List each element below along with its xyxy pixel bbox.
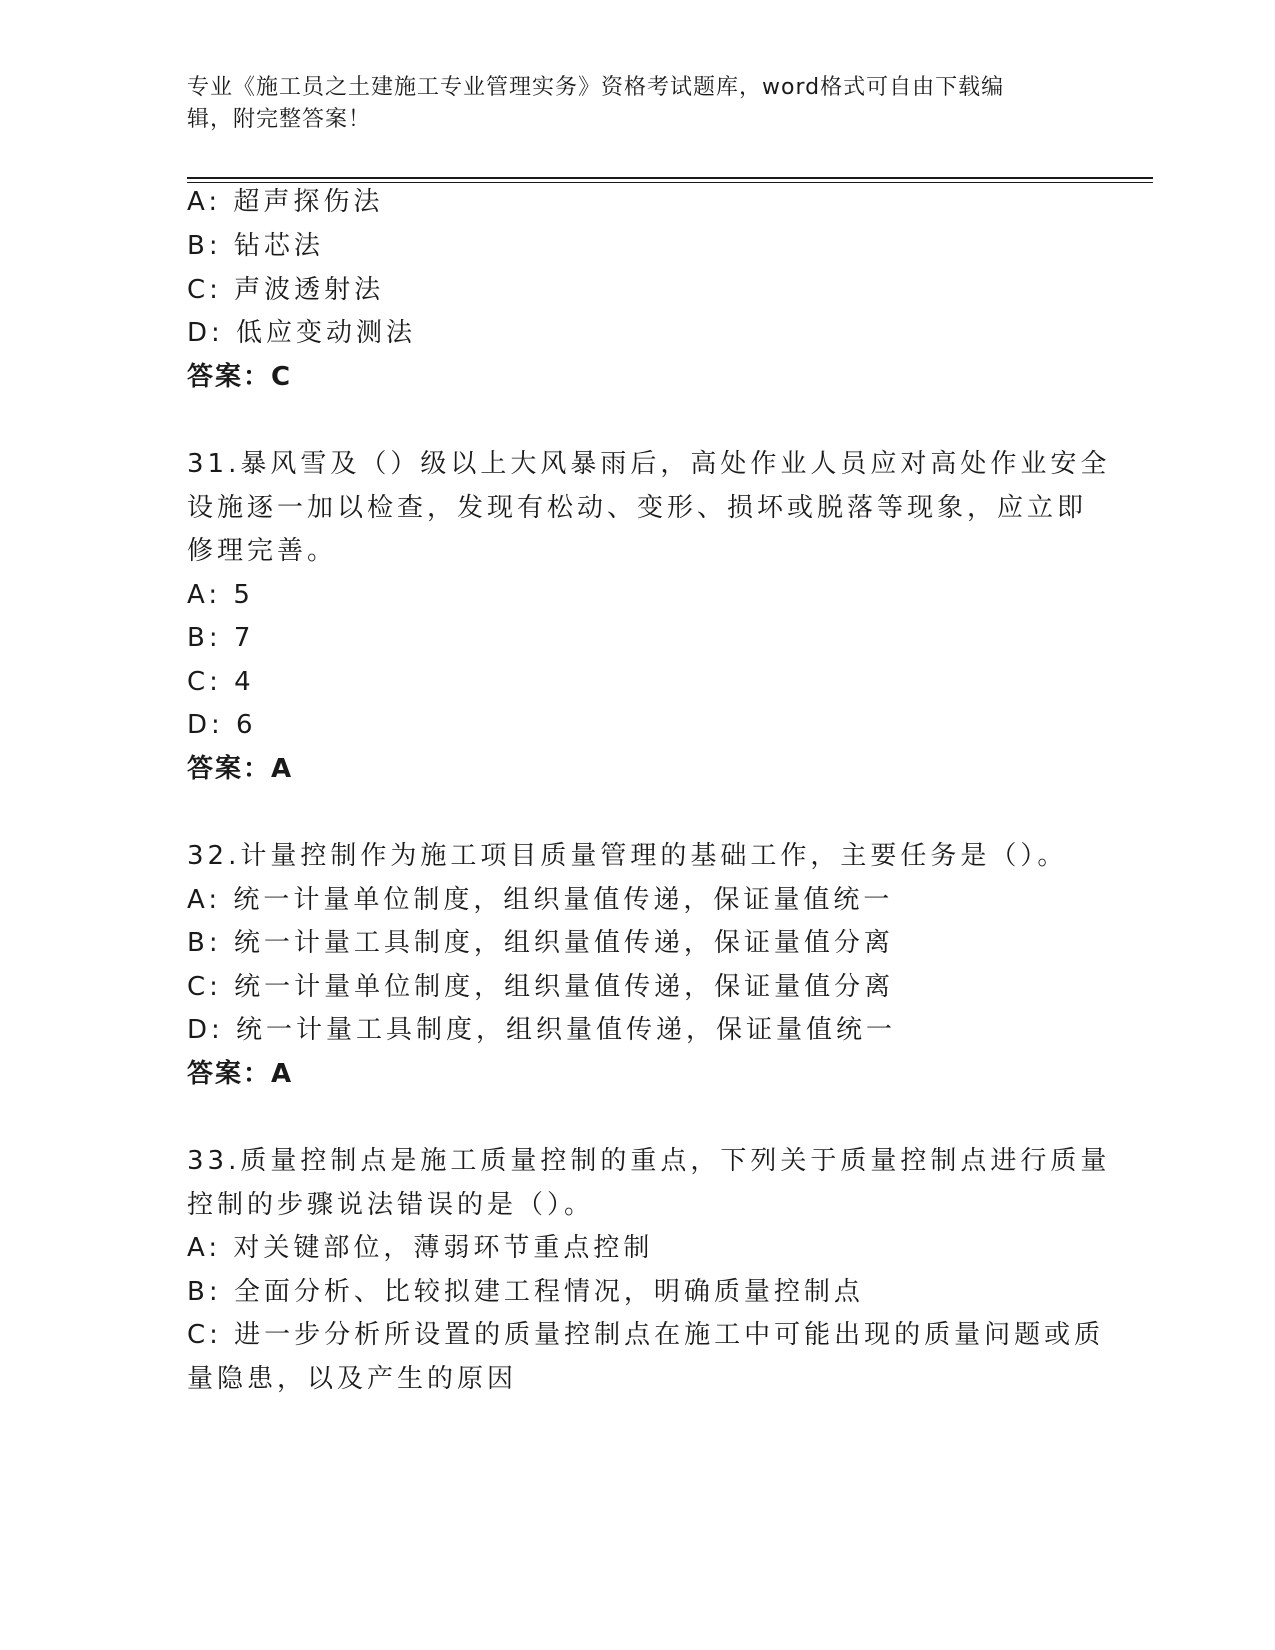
q31-option-a: A: 5	[187, 580, 254, 610]
q30-option-b: B: 钻芯法	[187, 231, 324, 261]
q31-option-b: B: 7	[187, 623, 255, 653]
header-line-2: 辑，附完整答案！	[187, 107, 372, 132]
document-header	[187, 72, 1067, 136]
header-divider-thin	[187, 182, 1153, 183]
q30-option-c: C: 声波透射法	[187, 275, 385, 305]
q31-stem-line-2: 设施逐一加以检查，发现有松动、变形、损坏或脱落等现象，应立即	[187, 493, 1088, 523]
q32-stem-line-1: 32.计量控制作为施工项目质量管理的基础工作，主要任务是（）。	[187, 841, 1068, 871]
q32-option-c: C: 统一计量单位制度，组织量值传递，保证量值分离	[187, 972, 895, 1002]
header-divider-thick	[187, 177, 1153, 179]
q32-answer: 答案：A	[187, 1059, 294, 1089]
header-line-1: 专业《施工员之土建施工专业管理实务》资格考试题库，word格式可自由下载编	[187, 75, 1005, 100]
q32-option-d: D: 统一计量工具制度，组织量值传递，保证量值统一	[187, 1015, 897, 1045]
q33-option-c-line-2: 量隐患，以及产生的原因	[187, 1364, 518, 1394]
q31-answer: 答案：A	[187, 754, 294, 784]
q32-option-b: B: 统一计量工具制度，组织量值传递，保证量值分离	[187, 928, 894, 958]
q33-option-c-line-1: C: 进一步分析所设置的质量控制点在施工中可能出现的质量问题或质	[187, 1320, 1105, 1350]
q31-stem-line-1: 31.暴风雪及（）级以上大风暴雨后，高处作业人员应对高处作业安全	[187, 449, 1111, 479]
q33-option-a: A: 对关键部位，薄弱环节重点控制	[187, 1233, 654, 1263]
q30-option-a: A: 超声探伤法	[187, 187, 384, 217]
q32-option-a: A: 统一计量单位制度，组织量值传递，保证量值统一	[187, 885, 894, 915]
q31-stem-line-3: 修理完善。	[187, 536, 338, 566]
q30-answer: 答案：C	[187, 362, 293, 392]
q33-stem-line-1: 33.质量控制点是施工质量控制的重点，下列关于质量控制点进行质量	[187, 1146, 1111, 1176]
q30-option-d: D: 低应变动测法	[187, 318, 417, 348]
q33-stem-line-2: 控制的步骤说法错误的是（）。	[187, 1190, 595, 1220]
q31-option-d: D: 6	[187, 710, 257, 740]
q33-option-b: B: 全面分析、比较拟建工程情况，明确质量控制点	[187, 1277, 864, 1307]
q31-option-c: C: 4	[187, 667, 255, 697]
